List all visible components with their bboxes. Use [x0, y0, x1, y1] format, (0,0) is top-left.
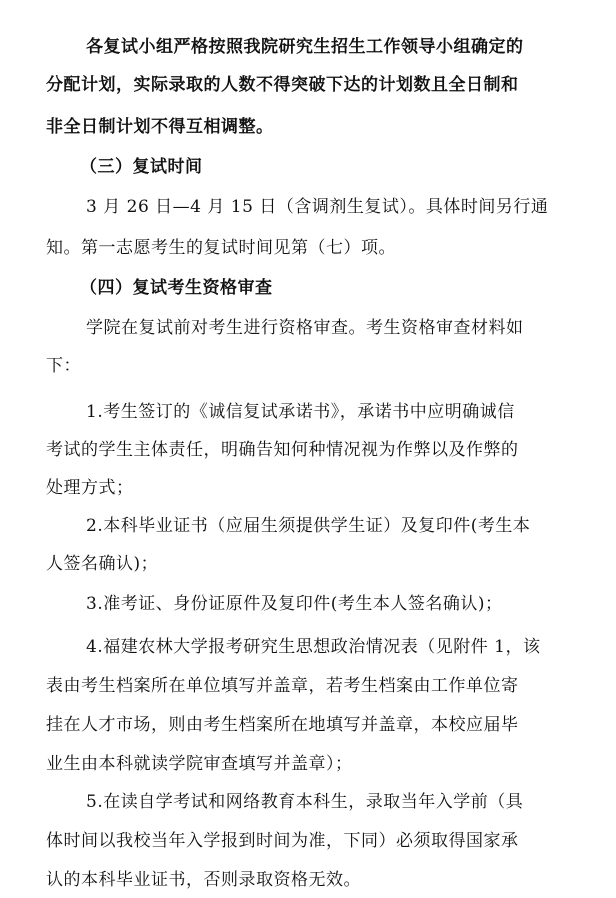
text-line: 挂在人才市场，则由考生档案所在地填写并盖章，本校应届毕	[46, 715, 519, 735]
text-line: 下：	[46, 356, 81, 376]
text-line: 学院在复试前对考生进行资格审查。考生资格审查材料如	[86, 318, 524, 338]
text-line: 4.福建农林大学报考研究生思想政治情况表（见附件 1，该	[86, 637, 541, 657]
text-line: 非全日制计划不得互相调整。	[46, 117, 274, 137]
text-line: 2.本科毕业证书（应届生须提供学生证）及复印件(考生本	[86, 516, 531, 536]
text-line: 体时间以我校当年入学报到时间为准，下同）必须取得国家承	[46, 831, 519, 851]
text-line: 分配计划，实际录取的人数不得突破下达的计划数且全日制和	[46, 75, 519, 95]
text-line: （三）复试时间	[80, 157, 203, 177]
text-line: 3 月 26 日—4 月 15 日（含调剂生复试）。具体时间另行通	[86, 197, 549, 217]
text-line: 人签名确认)；	[46, 554, 159, 574]
text-line: 3.准考证、身份证原件及复印件(考生本人签名确认)；	[86, 594, 503, 614]
text-line: 各复试小组严格按照我院研究生招生工作领导小组确定的	[86, 37, 524, 57]
text-line: 认的本科毕业证书，否则录取资格无效。	[46, 870, 361, 890]
text-line: 考试的学生主体责任，明确告知何种情况视为作弊以及作弊的	[46, 440, 519, 460]
text-line: 知。第一志愿考生的复试时间见第（七）项。	[46, 238, 396, 258]
text-line: 5.在读自学考试和网络教育本科生，录取当年入学前（具	[86, 792, 524, 812]
text-line: 1.考生签订的《诚信复试承诺书》，承诺书中应明确诚信	[86, 402, 515, 422]
text-line: （四）复试考生资格审查	[80, 278, 273, 298]
text-line: 表由考生档案所在单位填写并盖章，若考生档案由工作单位寄	[46, 676, 519, 696]
text-line: 处理方式；	[46, 478, 134, 498]
text-line: 业生由本科就读学院审查填写并盖章）；	[46, 754, 353, 774]
